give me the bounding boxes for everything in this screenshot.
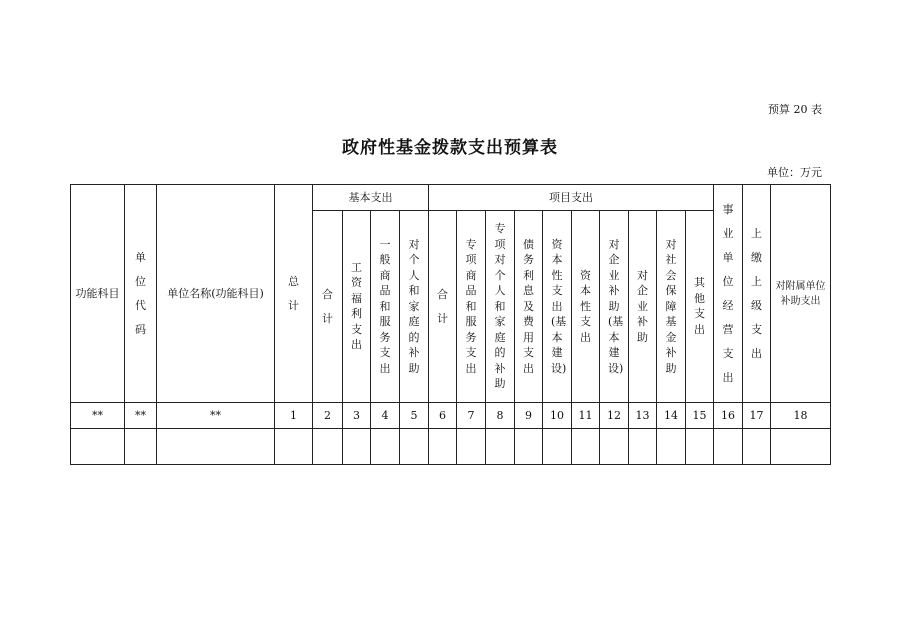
index-cell: 2 bbox=[313, 403, 343, 429]
budget-table bbox=[70, 184, 831, 465]
group-project-expenditure: 项目支出 bbox=[429, 185, 714, 211]
index-cell: 15 bbox=[686, 403, 714, 429]
empty-cell bbox=[371, 429, 400, 465]
empty-cell bbox=[629, 429, 657, 465]
header-social-fund: 对社会保障基金补助 bbox=[657, 211, 686, 403]
empty-cell bbox=[313, 429, 343, 465]
index-cell: ** bbox=[125, 403, 157, 429]
empty-cell bbox=[600, 429, 629, 465]
empty-cell bbox=[572, 429, 600, 465]
header-goods-services: 一般商品和服务支出 bbox=[371, 211, 400, 403]
header-enterprise: 对企业补助 bbox=[629, 211, 657, 403]
header-other: 其他支出 bbox=[686, 211, 714, 403]
empty-cell bbox=[429, 429, 457, 465]
index-cell: 12 bbox=[600, 403, 629, 429]
header-row-groups bbox=[71, 185, 831, 211]
empty-cell bbox=[686, 429, 714, 465]
index-cell: 3 bbox=[343, 403, 371, 429]
index-cell: 11 bbox=[572, 403, 600, 429]
header-personal-subsidy: 对个人和家庭的补助 bbox=[400, 211, 429, 403]
header-basic-total: 合计 bbox=[313, 211, 343, 403]
index-cell: 14 bbox=[657, 403, 686, 429]
empty-cell bbox=[714, 429, 743, 465]
index-cell: 18 bbox=[771, 403, 831, 429]
empty-cell bbox=[515, 429, 543, 465]
empty-cell bbox=[543, 429, 572, 465]
header-business-expenditure: 事业单位经营支出 bbox=[714, 185, 743, 403]
header-func-subject: 功能科目 bbox=[71, 185, 125, 403]
empty-cell bbox=[743, 429, 771, 465]
index-cell: ** bbox=[157, 403, 275, 429]
empty-cell bbox=[157, 429, 275, 465]
index-cell: 9 bbox=[515, 403, 543, 429]
header-unit-name: 单位名称(功能科目) bbox=[157, 185, 275, 403]
empty-cell bbox=[71, 429, 125, 465]
index-cell: 8 bbox=[486, 403, 515, 429]
header-unit-code: 单位代码 bbox=[125, 185, 157, 403]
header-total: 总计 bbox=[275, 185, 313, 403]
index-cell: 10 bbox=[543, 403, 572, 429]
empty-cell bbox=[486, 429, 515, 465]
index-row bbox=[71, 403, 831, 429]
header-affiliated-subsidy: 对附属单位补助支出 bbox=[771, 185, 831, 403]
header-project-total: 合计 bbox=[429, 211, 457, 403]
empty-cell bbox=[125, 429, 157, 465]
index-cell: 5 bbox=[400, 403, 429, 429]
empty-cell bbox=[657, 429, 686, 465]
empty-cell bbox=[457, 429, 486, 465]
header-debt-interest: 债务利息及费用支出 bbox=[515, 211, 543, 403]
header-capital-build: 资本性支出(基本建设) bbox=[543, 211, 572, 403]
header-special-personal: 专项对个人和家庭的补助 bbox=[486, 211, 515, 403]
page-title: 政府性基金拨款支出预算表 bbox=[342, 138, 558, 158]
empty-cell bbox=[275, 429, 313, 465]
index-cell: ** bbox=[71, 403, 125, 429]
index-cell: 17 bbox=[743, 403, 771, 429]
empty-cell bbox=[771, 429, 831, 465]
unit-label: 单位：万元 bbox=[767, 166, 822, 179]
header-remit-expenditure: 上缴上级支出 bbox=[743, 185, 771, 403]
index-cell: 16 bbox=[714, 403, 743, 429]
header-capital: 资本性支出 bbox=[572, 211, 600, 403]
index-cell: 7 bbox=[457, 403, 486, 429]
header-enterprise-build: 对企业补助(基本建设) bbox=[600, 211, 629, 403]
index-cell: 4 bbox=[371, 403, 400, 429]
index-cell: 13 bbox=[629, 403, 657, 429]
header-special-goods: 专项商品和服务支出 bbox=[457, 211, 486, 403]
index-cell: 6 bbox=[429, 403, 457, 429]
empty-cell bbox=[400, 429, 429, 465]
index-cell: 1 bbox=[275, 403, 313, 429]
header-wages: 工资福利支出 bbox=[343, 211, 371, 403]
group-basic-expenditure: 基本支出 bbox=[313, 185, 429, 211]
table-number: 预算 20 表 bbox=[768, 103, 822, 116]
empty-cell bbox=[343, 429, 371, 465]
table-row bbox=[71, 429, 831, 465]
